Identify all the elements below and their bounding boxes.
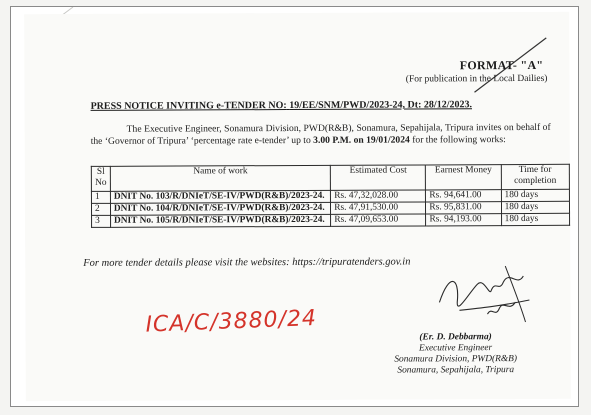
row-time: 180 days — [501, 201, 569, 213]
row-money: Rs. 95,831.00 — [426, 202, 501, 214]
header-time: Time for completion — [501, 164, 570, 189]
notice-heading-text: PRESS NOTICE INVITING e-TENDER NO: — [90, 100, 287, 112]
header-sl: Sl No — [91, 166, 110, 191]
header-money: Earnest Money — [426, 165, 501, 190]
tender-table — [91, 164, 570, 228]
row-name: DNIT No. 103/R/DNIeT/SE-IV/PWD(R&B)/2023-24. — [110, 190, 330, 203]
header-name: Name of work — [110, 165, 330, 191]
tender-number: 19/EE/SNM/PWD/2023-24, Dt: 28/12/2023. — [289, 99, 473, 112]
signatory-name: (Er. D. Debbarma) — [419, 332, 492, 343]
tender-notice-page — [24, 12, 571, 401]
format-subtitle: (For publication in the Local Dailies) — [405, 73, 548, 85]
row-time: 180 days — [501, 213, 569, 225]
more-info-text: For more tender details please visit the websites: https://tripuratenders.gov.in — [83, 256, 411, 269]
notice-body-part1: The Executive Engineer, Sonamura Division, PWD(R&B), Sonamura, Sepahijala, Tripura invites on behalf of the ‘Governor of Tripura’ ‘percentage rate e-tender’ up to — [90, 121, 551, 147]
notice-deadline: 3.00 P.M. on 19/01/2024 — [313, 134, 410, 146]
signature-scribble — [429, 262, 539, 332]
signatory-division: Sonamura Division, PWD(R&B) — [394, 354, 518, 365]
row-cost: Rs. 47,32,028.00 — [331, 190, 426, 202]
row-money: Rs. 94,641.00 — [426, 190, 501, 202]
table-row — [92, 213, 570, 227]
signatory-block — [366, 332, 546, 377]
header-cost: Estimated Cost — [331, 165, 426, 190]
row-sl: 1 — [91, 191, 110, 203]
row-sl: 2 — [91, 203, 110, 215]
row-name: DNIT No. 105/R/DNIeT/SE-IV/PWD(R&B)/2023-24. — [110, 214, 330, 227]
signatory-designation: Executive Engineer — [419, 343, 493, 354]
signatory-location: Sonamura, Sepahijala, Tripura — [397, 365, 515, 376]
row-sl: 3 — [92, 215, 111, 227]
row-name: DNIT No. 104/R/DNIeT/SE-IV/PWD(R&B)/2023-24. — [110, 202, 330, 215]
notice-body-part2: for the following works: — [409, 133, 506, 146]
row-time: 180 days — [501, 189, 569, 201]
format-title: FORMAT- "A" — [459, 57, 544, 73]
notice-heading — [91, 99, 472, 112]
document-frame — [10, 6, 579, 407]
row-money: Rs. 94,193.00 — [426, 214, 501, 226]
handwritten-reference: ICA/C/3880/24 — [145, 305, 318, 338]
row-cost: Rs. 47,09,653.00 — [331, 214, 426, 226]
table-header-row — [91, 164, 569, 191]
notice-body — [91, 122, 551, 147]
row-cost: Rs. 47,91,530.00 — [331, 202, 426, 214]
